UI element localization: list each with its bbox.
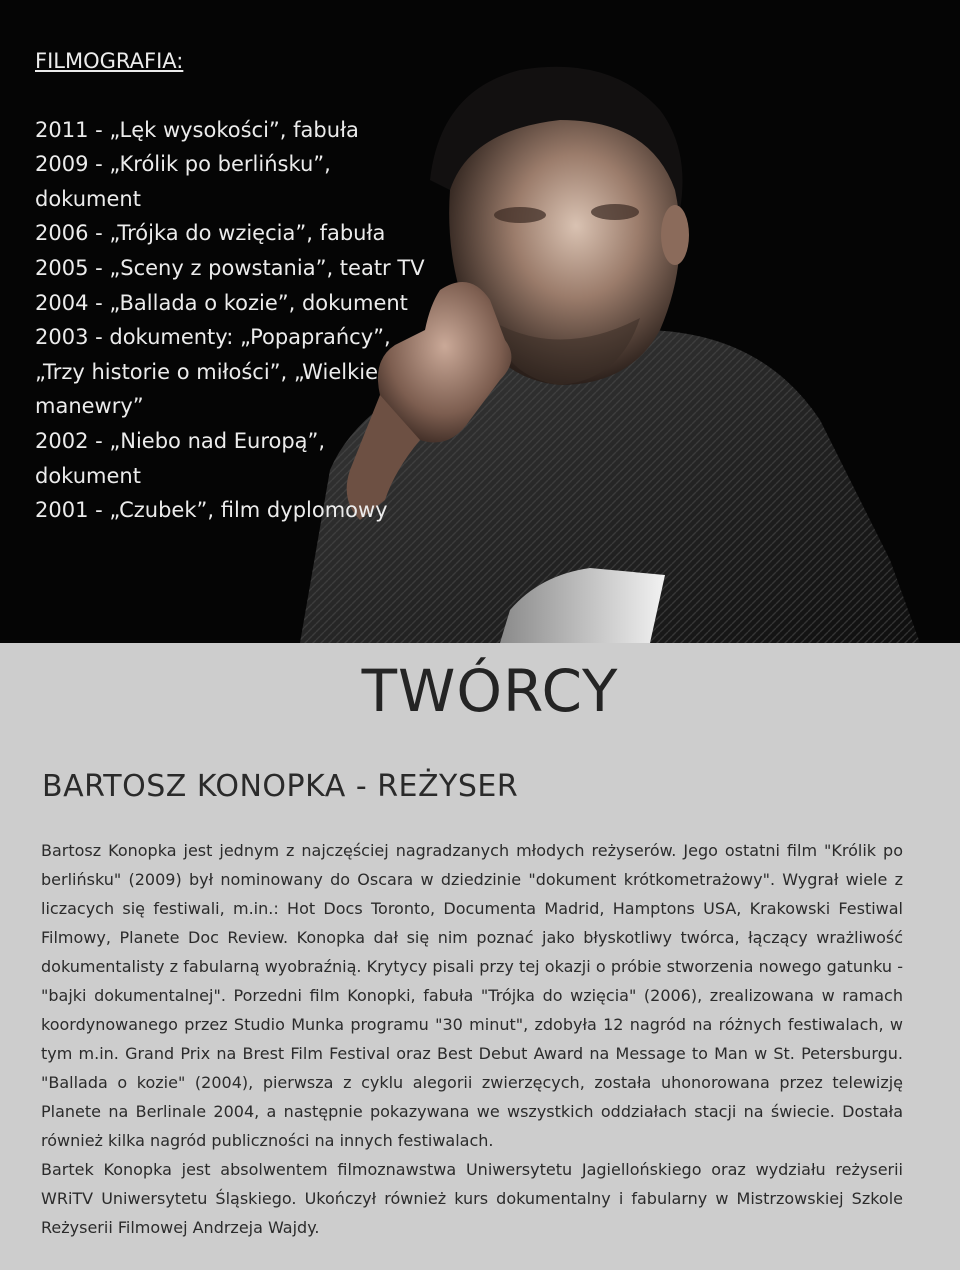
filmography-line: „Trzy historie o miłości”, „Wielkie <box>35 359 378 384</box>
filmography-block <box>35 44 465 528</box>
person-heading: BARTOSZ KONOPKA - REŻYSER <box>42 769 519 804</box>
filmography-line: 2004 - „Ballada o kozie”, dokument <box>35 290 408 315</box>
filmography-line: dokument <box>35 186 141 211</box>
filmography-line: 2009 - „Królik po berlińsku”, <box>35 152 331 177</box>
biography-paragraph: Bartosz Konopka jest jednym z najczęściej nagradzanych młodych reżyserów. Jego ostatni film "Królik po berlińsku" (2009) był nominowany do Oscara w dziedzinie "dokument krótkometrażowy". Wygrał wiele z liczacych się festiwali, m.in.: Hot Docs Toronto, Documenta Madrid, Hamptons USA, Krakowski Festiwal Filmowy, Planete Doc Review. Konopka dał się nim poznać jako błyskotliwy twórca, łączący wrażliwość dokumentalisty z fabularną wyobraźnią. Krytycy pisali przy tej okazji o próbie stworzenia nowego gatunku - "bajki dokumentalnej". Porzedni film Konopki, fabuła "Trójka do wzięcia" (2006), zrealizowana w ramach koordynowanego przez Studio Munka programu "30 minut", zdobyła 12 nagród na różnych festiwalach, w tym m.in. Grand Prix na Brest Film Festival oraz Best Debut Award na Message to Man w St. Petersburgu. "Ballada o kozie" (2004), pierwsza z cyklu alegorii zwierzęcych, została uhonorowana przez telewizję Planete na Berlinale 2004, a następnie pokazywana we wszystkich oddziałach stacji na świecie. Dostała również kilka nagród publiczności na innych festiwalach. <box>41 841 903 1150</box>
biography-paragraph: Bartek Konopka jest absolwentem filmoznawstwa Uniwersytetu Jagiellońskiego oraz wydziału reżyserii WRiTV Uniwersytetu Śląskiego. Ukończył również kurs dokumentalny i fabularny w Mistrzowskiej Szkole Reżyserii Filmowej Andrzeja Wajdy. <box>41 1160 903 1237</box>
filmography-line: 2011 - „Lęk wysokości”, fabuła <box>35 117 359 142</box>
filmography-heading: FILMOGRAFIA: <box>35 49 184 73</box>
creators-section <box>0 643 960 1270</box>
filmography-line: 2006 - „Trójka do wzięcia”, fabuła <box>35 221 386 246</box>
biography-text <box>41 836 903 1242</box>
filmography-line: dokument <box>35 463 141 488</box>
filmography-line: manewry” <box>35 394 144 419</box>
filmography-line: 2001 - „Czubek”, film dyplomowy <box>35 498 388 523</box>
filmography-line: 2002 - „Niebo nad Europą”, <box>35 428 326 453</box>
filmography-line: 2005 - „Sceny z powstania”, teatr TV <box>35 255 425 280</box>
section-title: TWÓRCY <box>361 657 619 725</box>
filmography-line: 2003 - dokumenty: „Popaprańcy”, <box>35 325 391 350</box>
